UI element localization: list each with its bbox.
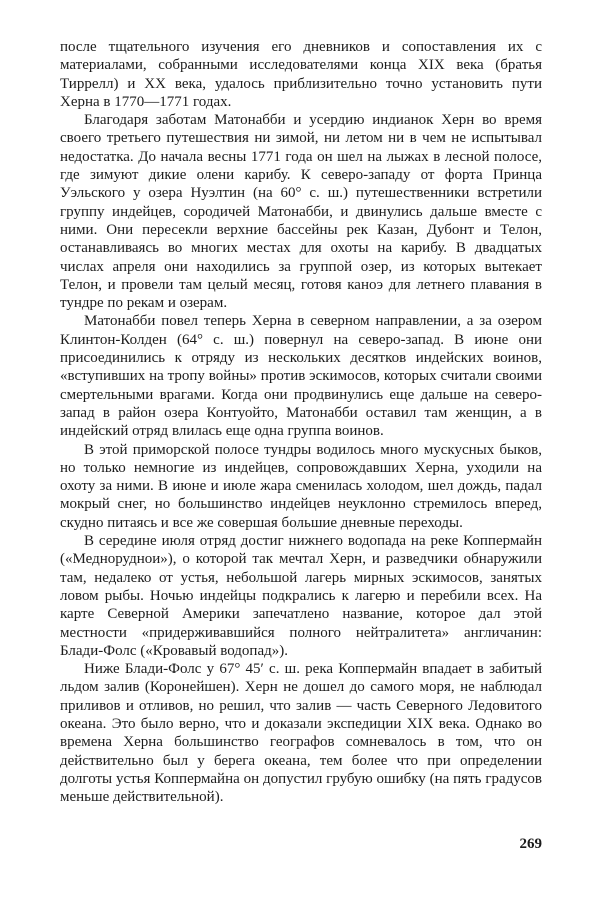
paragraph: после тщательного изучения его дневников и сопоставления их с материалами, собранными исследователями конца XIX века (братья Тиррелл) и XX века, удалось приблизительно точно установить пути Херна в 1770—1771 годах. xyxy=(60,39,542,110)
paragraph: Ниже Блади-Фолс у 67° 45′ с. ш. река Коппермайн впадает в забитый льдом залив (Коронейшен). Херн не дошел до самого моря, не наблюдал приливов и отливов, но решил, что залив — часть Северного Ледовитого океана. Это было верно, что и доказали экспедиции XIX века. Однако во времена Херна большинство географов сомневалось в том, что он действительно был у берега океана, тем более что при определении долготы устья Коппермайна он допустил грубую ошибку (на пять градусов меньше действительной). xyxy=(60,661,542,806)
page-body xyxy=(60,38,542,806)
paragraph: В середине июля отряд достиг нижнего водопада на реке Коппермайн («Медноруднои»), о которой так мечтал Херн, и разведчики обнаружили там, недалеко от устья, небольшой лагерь мирных эскимосов, занятых ловом рыбы. Ночью индейцы подкрались к лагерю и перебили всех. На карте Северной Америки запечатлено название, которое дал этой местности «придерживавшийся полного нейтралитета» англичанин: Блади-Фолс («Кровавый водопад»). xyxy=(60,533,542,659)
paragraph: Благодаря заботам Матонабби и усердию индианок Херн во время своего третьего путешествия ни зимой, ни летом ни в чем не испытывал недостатка. До начала весны 1771 года он шел на лыжах в лесной полосе, где зимуют дикие олени карибу. К северо-западу от форта Принца Уэльского у озера Нуэлтин (на 60° с. ш.) путешественники встретили группу индейцев, сородичей Матонабби, и двинулись дальше вместе с ними. Они пересекли верхние бассейны рек Казан, Дубонт и Телон, останавливаясь во многих местах для охоты на карибу. В двадцатых числах апреля они находились за группой озер, из которых вытекает Телон, и провели там целый месяц, готовя каноэ для летнего плавания в тундре по рекам и озерам. xyxy=(60,112,542,312)
page-number: 269 xyxy=(519,836,542,852)
paragraph: Матонабби повел теперь Херна в северном направлении, а за озером Клинтон-Колден (64° с. ш.) повернул на северо-запад. В июне они присоединились к отряду из нескольких десятков индейских воинов, «вступивших на тропу войны» против эскимосов, которых считали своими смертельными врагами. Когда они продвинулись еще дальше на северо-запад в район озера Контуойто, Матонабби оставил там женщин, а в индейский отряд влилась еще одна группа воинов. xyxy=(60,313,542,440)
paragraph: В этой приморской полосе тундры водилось много мускусных быков, но только немногие из индейцев, сопровождавших Херна, уходили на охоту за ними. В июне и июле жара сменилась холодом, шел дождь, падал мокрый снег, но большинство индейцев неуклонно стремилось вперед, скудно питаясь и все же совершая большие дневные переходы. xyxy=(60,441,542,531)
